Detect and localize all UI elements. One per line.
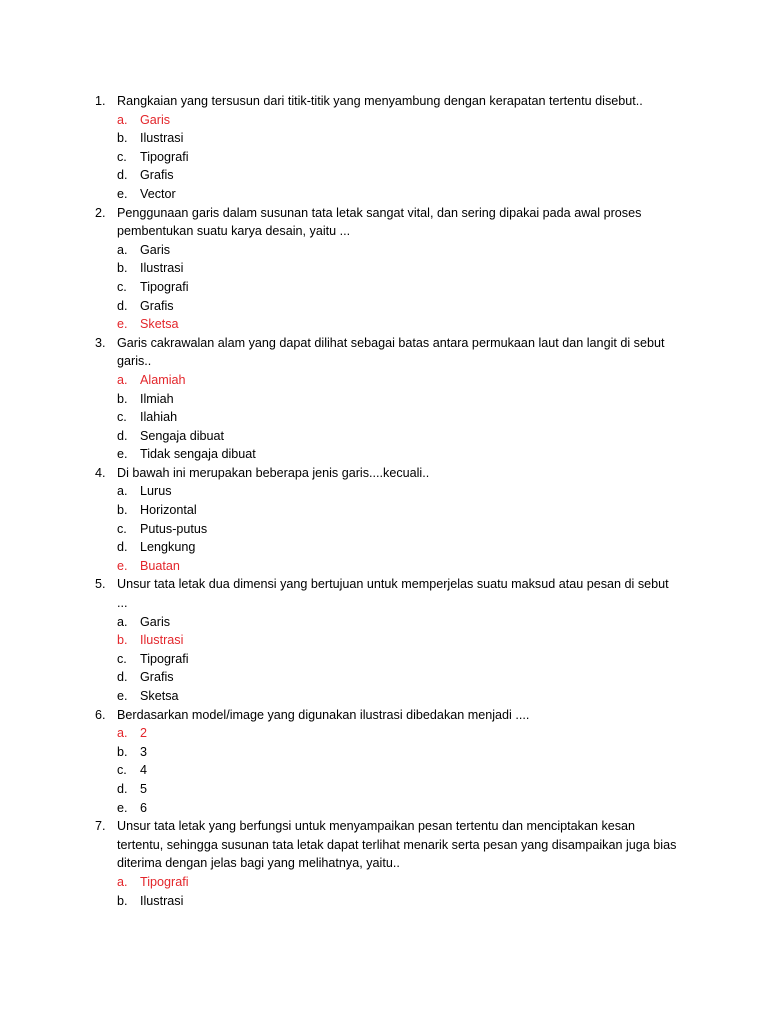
option-letter: b.: [117, 633, 128, 648]
answer-option: [0, 613, 768, 632]
option-text: Ilmiah: [140, 391, 174, 406]
option-text: Tipografi: [140, 279, 189, 294]
option-letter: c.: [117, 279, 127, 294]
answer-option-correct: [0, 873, 768, 892]
option-letter: c.: [117, 521, 127, 536]
option-letter: d.: [117, 670, 128, 685]
answer-option-correct: [0, 315, 768, 334]
answer-option: [0, 445, 768, 464]
option-text: 3: [140, 744, 148, 759]
option-text: Grafis: [140, 298, 174, 313]
option-text: Ilustrasi: [140, 893, 184, 908]
option-text: Sketsa: [140, 317, 179, 332]
question-number: 5.: [95, 577, 106, 592]
answer-option: [0, 427, 768, 446]
answer-option: [0, 799, 768, 818]
option-text: Tipografi: [140, 874, 189, 889]
question-number: 4.: [95, 465, 106, 480]
question-text: Di bawah ini merupakan beberapa jenis garis....kecuali..: [117, 465, 430, 480]
question-3: [0, 334, 768, 464]
option-text: Tipografi: [140, 149, 189, 164]
option-letter: e.: [117, 558, 128, 573]
answer-option-correct: [0, 631, 768, 650]
option-letter: c.: [117, 410, 127, 425]
option-letter: c.: [117, 651, 127, 666]
answer-option: [0, 148, 768, 167]
option-letter: e.: [117, 689, 128, 703]
answer-option-correct: [0, 724, 768, 743]
option-text: 5: [140, 781, 148, 796]
answer-option: [0, 650, 768, 669]
option-text: 4: [140, 763, 148, 778]
option-text: Tipografi: [140, 651, 189, 666]
option-letter: d.: [117, 781, 128, 796]
option-letter: b.: [117, 391, 128, 406]
option-letter: c.: [117, 149, 127, 164]
option-letter: e.: [117, 447, 128, 462]
question-number: 2.: [95, 205, 106, 220]
question-text: Garis cakrawalan alam yang dapat dilihat sebagai batas antara permukaan laut dan langit di sebut garis..: [117, 335, 665, 369]
question-line: [0, 92, 768, 111]
option-text: Alamiah: [140, 372, 186, 387]
option-letter: a.: [117, 242, 128, 257]
answer-option: [0, 668, 768, 687]
answer-option-correct: [0, 371, 768, 390]
option-text: Tidak sengaja dibuat: [140, 447, 256, 462]
answer-option: [0, 390, 768, 409]
option-text: Ilustrasi: [140, 633, 184, 648]
answer-option: [0, 892, 768, 911]
answer-option: [0, 278, 768, 297]
question-7: [0, 817, 768, 910]
question-number: 1.: [95, 94, 106, 108]
answer-option: [0, 482, 768, 501]
option-letter: b.: [117, 131, 128, 146]
question-6: [0, 706, 768, 818]
option-letter: e.: [117, 317, 128, 332]
question-2: [0, 204, 768, 334]
option-text: Lurus: [140, 484, 172, 499]
question-number: 6.: [95, 707, 106, 722]
question-number: 7.: [95, 819, 106, 834]
option-letter: d.: [117, 168, 128, 183]
option-text: Buatan: [140, 558, 180, 573]
question-1: [0, 92, 768, 204]
option-letter: e.: [117, 186, 128, 201]
option-letter: e.: [117, 800, 128, 815]
option-text: Garis: [140, 242, 171, 257]
question-text: Penggunaan garis dalam susunan tata letak sangat vital, dan sering dipakai pada awal proses pembentukan suatu karya desain, yaitu ...: [117, 205, 642, 239]
option-text: Putus-putus: [140, 521, 208, 536]
option-letter: b.: [117, 744, 128, 759]
answer-option: [0, 501, 768, 520]
answer-option: [0, 241, 768, 260]
document-page: [0, 92, 768, 910]
question-text: Unsur tata letak dua dimensi yang bertujuan untuk memperjelas suatu maksud atau pesan di sebut ...: [117, 577, 669, 611]
option-text: Ilahiah: [140, 410, 178, 425]
option-text: Grafis: [140, 168, 174, 183]
option-letter: b.: [117, 893, 128, 908]
answer-option: [0, 520, 768, 539]
option-text: Sketsa: [140, 689, 179, 703]
answer-option: [0, 185, 768, 204]
option-letter: b.: [117, 261, 128, 276]
option-text: Garis: [140, 614, 171, 629]
question-text: Unsur tata letak yang berfungsi untuk menyampaikan pesan tertentu dan menciptakan kesan tertentu, sehingga susunan tata letak dapat terlihat menarik serta pesan yang disampaikan juga bias diterima dengan jelas bagi yang melihatnya, yaitu..: [117, 819, 677, 871]
answer-option: [0, 743, 768, 762]
option-text: Vector: [140, 186, 176, 201]
answer-option: [0, 538, 768, 557]
answer-option: [0, 129, 768, 148]
answer-option-correct: [0, 111, 768, 130]
question-number: 3.: [95, 335, 106, 350]
option-text: Grafis: [140, 670, 174, 685]
answer-option: [0, 259, 768, 278]
option-letter: a.: [117, 372, 128, 387]
question-line: [0, 204, 768, 241]
question-line: [0, 817, 768, 873]
question-line: [0, 464, 768, 483]
option-letter: b.: [117, 503, 128, 518]
option-letter: d.: [117, 298, 128, 313]
option-text: Ilustrasi: [140, 131, 184, 146]
answer-option: [0, 297, 768, 316]
question-text: Berdasarkan model/image yang digunakan ilustrasi dibedakan menjadi ....: [117, 707, 530, 722]
option-letter: a.: [117, 112, 128, 127]
option-text: Horizontal: [140, 503, 197, 518]
option-letter: a.: [117, 726, 128, 741]
option-text: Lengkung: [140, 540, 196, 555]
answer-option: [0, 761, 768, 780]
answer-option: [0, 780, 768, 799]
answer-option: [0, 166, 768, 185]
option-letter: a.: [117, 614, 128, 629]
question-line: [0, 334, 768, 371]
option-text: Sengaja dibuat: [140, 428, 225, 443]
option-text: Garis: [140, 112, 171, 127]
question-line: [0, 706, 768, 725]
question-5: [0, 575, 768, 705]
option-text: 6: [140, 800, 148, 815]
answer-option-correct: [0, 557, 768, 576]
option-letter: a.: [117, 484, 128, 499]
question-line: [0, 575, 768, 612]
answer-option: [0, 687, 768, 706]
option-letter: c.: [117, 763, 127, 778]
option-text: 2: [140, 726, 148, 741]
option-letter: d.: [117, 428, 128, 443]
question-4: [0, 464, 768, 576]
option-letter: d.: [117, 540, 128, 555]
option-text: Ilustrasi: [140, 261, 184, 276]
question-text: Rangkaian yang tersusun dari titik-titik yang menyambung dengan kerapatan tertentu disebut..: [117, 94, 643, 108]
option-letter: a.: [117, 874, 128, 889]
answer-option: [0, 408, 768, 427]
